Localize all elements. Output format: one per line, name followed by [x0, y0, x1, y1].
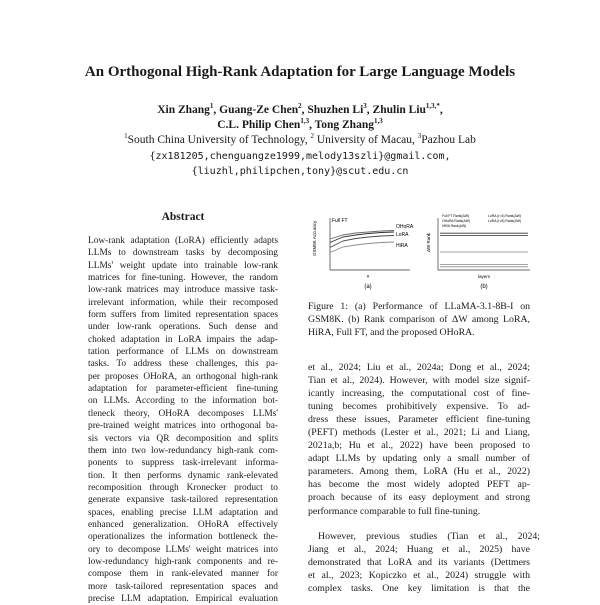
text-line: adapt LLMs by updating only a small number of	[308, 453, 530, 465]
panel-b-legend-ohora: OHoRA Rank(ΔW)	[442, 219, 471, 223]
text-line: performance comparable to full fine-tuning.	[308, 505, 481, 517]
panel-b-legend-lora4: LoRA (r=4) Rank(ΔW)	[488, 214, 522, 218]
affiliation-mark: 3	[417, 132, 422, 141]
text-line: low-redundancy high-rank components and re-	[88, 556, 278, 567]
text-line: demonstrated that LoRA and its variants (Dettmers	[308, 557, 530, 569]
text-line: low-rank matrices may introduce massive task-	[88, 285, 278, 296]
text-line: proach because of its easy deployment and strong	[308, 492, 530, 504]
text-line: HiRA, Full FT, and the proposed OHoRA.	[308, 327, 475, 338]
author-affiliation-mark: 2	[298, 102, 302, 111]
text-line: et al., 2024; Liu et al., 2024a; Dong et al., 2024;	[308, 362, 530, 373]
panel-a-line-hira	[330, 242, 394, 253]
text-line: per proposes OHoRA, an orthogonal high-rank	[88, 371, 278, 382]
text-line: 2021a,b; Hu et al., 2022) have been proposed to	[308, 440, 530, 452]
panel-b-legend-lora8: LoRA (r=8) Rank(ΔW)	[488, 219, 522, 223]
abstract-heading: Abstract	[161, 211, 205, 223]
email-block	[0, 149, 600, 179]
author-affiliation-mark: 1,3,*	[425, 102, 440, 111]
intro-paragraph-1	[308, 361, 530, 518]
text-line: under low-rank operations. Such dense and	[88, 322, 278, 333]
text-line: choked adaptation in LoRA impairs the adap-	[88, 334, 278, 345]
panel-b-legend-fullft: Full FT Rank(ΔW)	[442, 214, 470, 218]
figure-1-svg	[308, 212, 534, 292]
author-affiliation-mark: 1,3	[373, 117, 383, 126]
author-name: Xin Zhang	[157, 104, 210, 116]
text-line: form suffers from limited representation spaces	[88, 310, 278, 321]
figure-caption	[308, 300, 530, 339]
text-line: enhanced generalization. OHoRA effectively	[88, 519, 278, 530]
affiliation-name: University of Macau,	[313, 134, 418, 146]
text-line: tleneck theory, OHoRA decomposes LLMs'	[88, 408, 278, 419]
panel-b-xlabel: layers	[477, 274, 491, 279]
panel-a-label-hira: HiRA	[396, 243, 408, 249]
text-line: pre-trained weight matrices into orthogonal ba-	[88, 421, 278, 432]
text-line: operationalizes the information bottleneck the-	[88, 532, 278, 543]
text-line: tation performance of LLMs on downstream	[88, 347, 278, 358]
panel-a-series	[330, 231, 394, 253]
text-line: recomposition through Kronecker product to	[88, 482, 278, 493]
text-line: parameters. Among them, LoRA (Hu et al., 2022)	[308, 466, 530, 478]
affiliation-mark: 1	[124, 132, 128, 141]
panel-b-ylabel: ΔW Rank	[426, 232, 431, 252]
author-list	[0, 103, 600, 133]
text-line: tion. It then performs dynamic rank-elevated	[88, 470, 278, 481]
text-line: ponents to suppress task-irrelevant informa-	[88, 458, 278, 469]
text-line: generate expansive task-tailored representation	[88, 495, 278, 506]
text-line: Figure 1: (a) Performance of LLaMA-3.1-8B-I on	[308, 301, 530, 312]
affiliation-name: Pazhou Lab	[421, 134, 476, 146]
panel-a-label-fullft: Full FT	[332, 218, 348, 224]
panel-a-caption-label: (a)	[364, 284, 372, 290]
text-line: LLMs to downstream tasks by decomposing	[88, 248, 278, 259]
panel-a	[312, 218, 414, 290]
panel-a-label-ohora: OHoRA	[396, 224, 414, 230]
panel-a-ylabel: GSM8K Accuracy	[312, 220, 317, 256]
abstract-body	[88, 235, 278, 605]
text-line: tuning becomes prohibitively expensive. To ad-	[308, 401, 530, 413]
text-line: them into two low-redundancy high-rank com-	[88, 445, 278, 456]
text-line: tasks. To address these challenges, this pa-	[88, 359, 278, 370]
panel-a-label-lora: LoRA	[396, 232, 409, 238]
panel-b-caption-label: (b)	[480, 284, 488, 290]
paper-title: An Orthogonal High-Rank Adaptation for Large Language Models	[84, 64, 516, 80]
email-line[interactable]: {liuzhl,philipchen,tony}@scut.edu.cn	[191, 166, 409, 177]
text-line: precise LLM adaptation. Empirical evaluation	[88, 593, 278, 604]
panel-b	[426, 214, 530, 290]
author-line-1: Xin Zhang$^1$, Guang-Ze Chen$^2$, Shuzhen Li$^3$, Zhulin Liu$^{1,3,*}$,	[157, 102, 443, 116]
author-affiliation-mark: 3	[363, 102, 367, 111]
text-line: on LLMs. According to the information bot-	[88, 396, 278, 407]
text-line: Low-rank adaptation (LoRA) efficiently adapts	[88, 236, 278, 246]
figure-1	[308, 212, 534, 292]
text-line: icantly increasing, the computational cost of fine-	[308, 388, 530, 400]
text-line: Tian et al., 2024). However, with model size signif-	[308, 375, 530, 387]
affiliation-name: South China University of Technology,	[127, 134, 311, 146]
panel-a-line-lora	[330, 236, 394, 248]
text-line: Jiang et al., 2024; Huang et al., 2025) have	[308, 544, 530, 556]
text-line: However, previous studies (Tian et al., 2024;	[318, 531, 540, 542]
panel-a-line-ohora	[330, 232, 394, 243]
text-line: irrelevant information, while their recomposed	[88, 297, 278, 308]
panel-a-xlabel: #	[366, 274, 370, 279]
affiliations	[0, 133, 600, 147]
text-line: (PEFT) methods (Lester et al., 2021; Li and Liang,	[308, 427, 530, 439]
author-name: Guang-Ze Chen	[219, 104, 299, 116]
text-line: matrices for fine-tuning. However, the random	[88, 273, 278, 284]
text-line: more task-tailored representation spaces and	[88, 581, 278, 592]
text-line: et al., 2023; Kopiczko et al., 2024) struggle with	[308, 570, 530, 582]
text-line: LLMs' weight update into trainable low-rank	[88, 260, 278, 271]
author-line-2: C.L. Philip Chen$^{1,3}$, Tong Zhang$^{1,3}$	[217, 117, 383, 131]
text-line: adaptation for parameter-efficient fine-tuning	[88, 384, 278, 395]
intro-paragraph-2	[308, 530, 540, 595]
author-name: Shuzhen Li	[307, 104, 364, 116]
author-name: Zhulin Liu	[372, 104, 426, 116]
author-affiliation-mark: 1,3	[300, 117, 310, 126]
text-line: GSM8K. (b) Rank comparison of ΔW among LoRA,	[308, 314, 530, 325]
email-line[interactable]: {zx181205,chenguangze1999,melody13szli}@gmail.com,	[149, 151, 451, 162]
text-line: ory to decompose LLMs' weight matrices into	[88, 544, 278, 555]
panel-b-series	[440, 233, 528, 267]
text-line: compose them in rank-elevated manner for	[88, 569, 278, 580]
author-name: Tong Zhang	[314, 119, 374, 131]
text-line: has become the most widely adopted PEFT ap-	[308, 479, 530, 491]
text-line: complex tasks. One key limitation is that the	[308, 583, 530, 595]
author-affiliation-mark: 1	[209, 102, 214, 111]
panel-b-legend-hira: HiRA Rank(ΔW)	[442, 224, 467, 228]
text-line: sis vectors via QR decomposition and splits	[88, 433, 278, 444]
affiliation-mark: 2	[310, 132, 314, 141]
text-line: spaces, enabling precise LLM adaptation and	[88, 507, 278, 518]
author-name: C.L. Philip Chen	[217, 119, 301, 131]
text-line: dress these issues, Parameter efficient fine-tuning	[308, 414, 530, 426]
